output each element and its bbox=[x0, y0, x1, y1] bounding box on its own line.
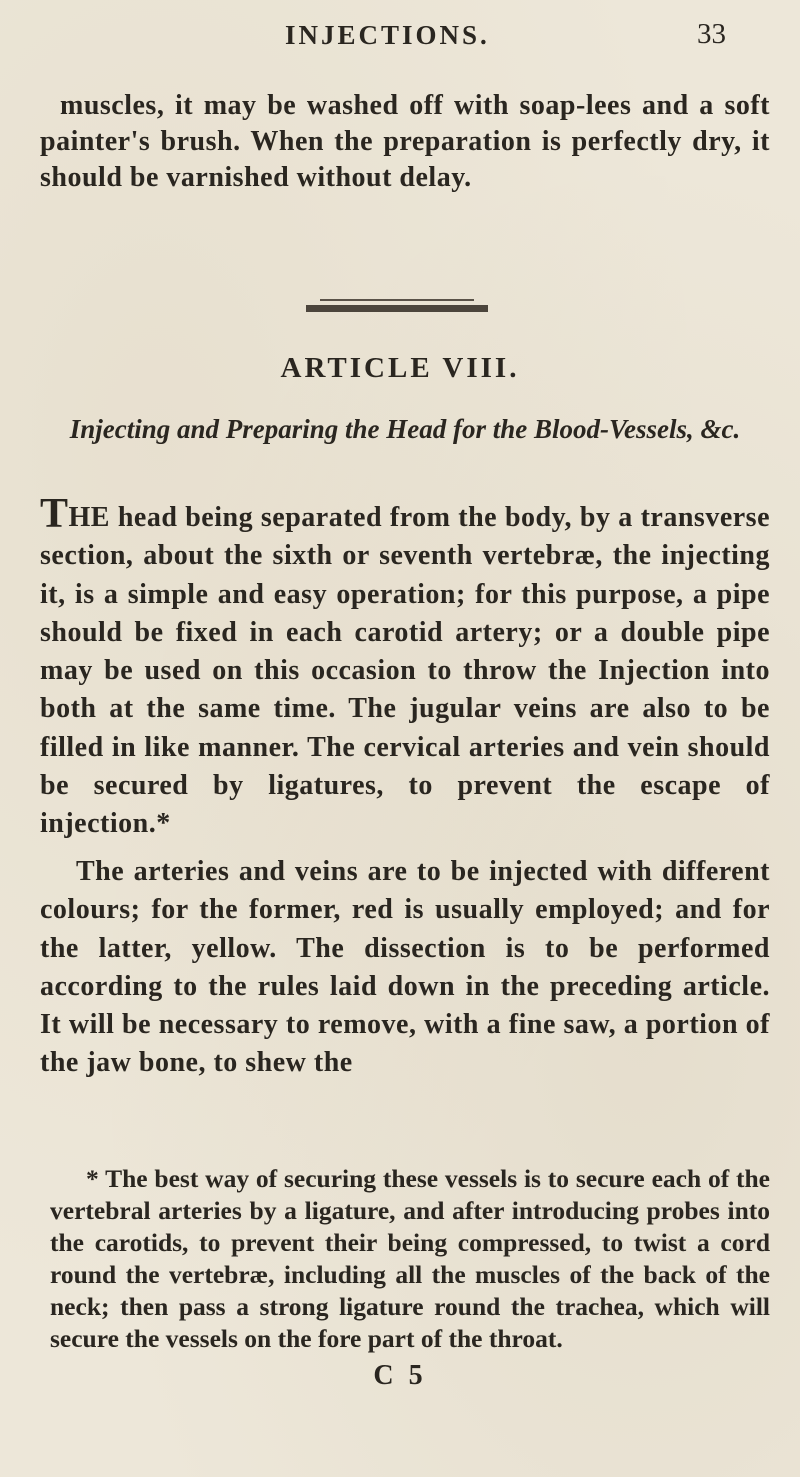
section-divider bbox=[306, 299, 488, 313]
running-head: INJECTIONS. bbox=[285, 20, 490, 50]
page-number: 33 bbox=[697, 18, 726, 50]
top-paragraph: muscles, it may be washed off with soap-lees and a soft painter's brush. When the preparation is perfectly dry, it should be varnished without delay. bbox=[40, 90, 770, 193]
main-paragraph-text: head being separated from the body, by a transverse section, about the sixth or seventh vertebræ, the injecting it, is a simple and easy operation; for this purpose, a pipe should be fixed in each carotid artery; or a double pipe may be used on this occasion to throw the Injection into both at the same time. The jugular veins are also to be filled in like manner. The cervical arteries and vein should be secured by ligatures, to prevent the escape of injection.* bbox=[40, 502, 771, 840]
drop-cap: T bbox=[40, 491, 69, 537]
divider-thin-line bbox=[320, 299, 474, 301]
first-word-rest: HE bbox=[68, 502, 110, 533]
footnote: * The best way of securing these vessels is to secure each of the vertebral arteries by a ligature, and after introducing probes into the carotids, to prevent their being compressed, to twist a cord round the vertebræ, including all the muscles of the back of the neck; then pass a strong ligature round the trachea, which will secure the vessels on the fore part of the throat. bbox=[50, 1164, 770, 1353]
second-paragraph: The arteries and veins are to be injected with different colours; for the former, red is usually employed; and for the latter, yellow. The dissection is to be performed according to the rules laid down in the preceding article. It will be necessary to remove, with a fine saw, a portion of the jaw bone, to shew the bbox=[40, 856, 770, 1079]
article-heading: ARTICLE VIII. bbox=[280, 352, 520, 384]
divider-thick-line bbox=[306, 305, 488, 312]
page-header bbox=[0, 18, 800, 58]
signature-mark: C 5 bbox=[373, 1360, 427, 1391]
main-paragraph bbox=[40, 491, 771, 844]
article-subtitle: Injecting and Preparing the Head for the Blood-Vessels, &c. bbox=[69, 414, 741, 444]
